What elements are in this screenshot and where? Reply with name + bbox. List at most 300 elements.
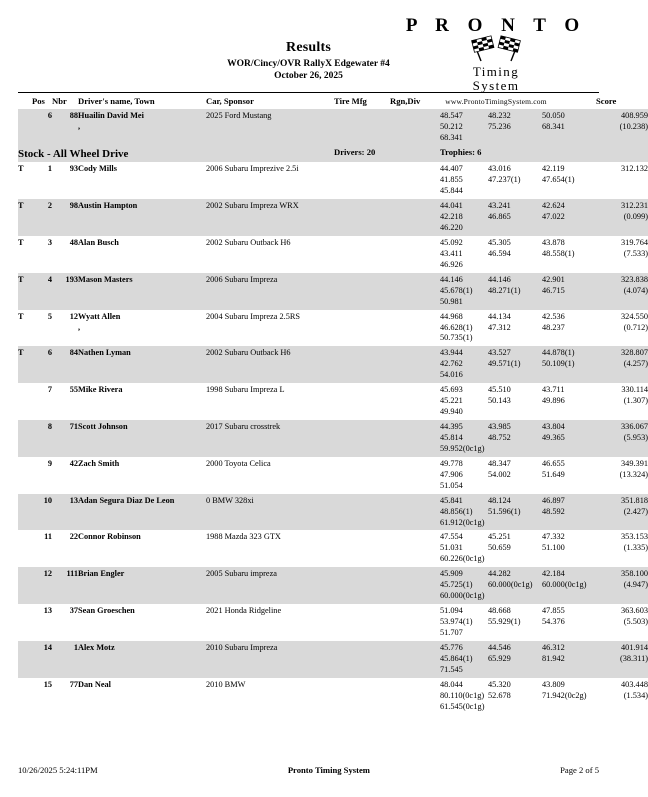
cell-car-number: 93 <box>69 164 78 174</box>
cell-tire <box>334 641 390 678</box>
cell-run-times-3 <box>542 457 596 494</box>
class-drivers-count: Drivers: 20 <box>334 146 440 163</box>
logo-tagline-system: System <box>472 78 520 94</box>
run-time: 75.236 <box>488 121 511 131</box>
score-value: 312.132 <box>621 164 648 174</box>
cell-driver-town: , <box>78 121 81 131</box>
cell-driver-name: Cody Mills <box>78 164 117 174</box>
run-time: 43.878 <box>542 237 565 247</box>
run-time: 46.312 <box>542 642 565 652</box>
run-time: 50.735(1) <box>440 333 473 343</box>
results-table <box>18 93 648 715</box>
cell-run-times-1 <box>440 109 488 146</box>
cell-car-number: 111 <box>52 567 78 604</box>
run-time: 52.678 <box>488 690 511 700</box>
cell-car: 2000 Toyota Celica <box>206 458 271 468</box>
cell-run-times-2 <box>488 567 542 604</box>
cell-car-number: 1 <box>52 641 78 678</box>
cell-car: 2002 Subaru Impreza WRX <box>206 199 334 236</box>
cell-run-times-2 <box>488 457 542 494</box>
run-time: 45.776 <box>440 642 463 652</box>
cell-tire <box>334 273 390 310</box>
run-time: 45.092 <box>440 237 463 247</box>
cell-car: 2006 Subaru Imprezive 2.5i <box>206 164 299 174</box>
score-difference: (0.099) <box>623 212 648 222</box>
run-time: 48.124 <box>488 495 511 505</box>
cell-position: 11 <box>44 532 52 542</box>
score-value: 319.764 <box>621 237 648 247</box>
cell-run-times-1 <box>440 530 488 567</box>
cell-run-times-3 <box>542 199 596 236</box>
run-time <box>488 518 542 529</box>
cell-run-times-2 <box>488 310 542 347</box>
run-time: 49.940 <box>440 407 463 417</box>
event-name: WOR/Cincy/OVR RallyX Edgewater #4 <box>227 59 390 69</box>
cell-run-times-3 <box>542 383 596 420</box>
table-row[interactable] <box>18 310 648 347</box>
table-row[interactable] <box>18 109 648 146</box>
run-time: 50.109(1) <box>542 359 575 369</box>
run-time: 51.100 <box>542 543 565 553</box>
cell-run-times-2 <box>488 420 542 457</box>
cell-car-number: 71 <box>52 420 78 457</box>
cell-driver-name: Alex Motz <box>78 641 206 678</box>
score-value: 324.550 <box>621 311 648 321</box>
cell-run-times-2 <box>488 109 542 146</box>
cell-run-times-1 <box>440 310 488 347</box>
run-time: 42.184 <box>542 569 565 579</box>
trophy-marker: T <box>18 346 32 383</box>
run-time: 49.571(1) <box>488 359 521 369</box>
cell-tire <box>334 494 390 531</box>
run-time: 49.365 <box>542 432 565 442</box>
run-time: 44.134 <box>488 311 511 321</box>
trophy-marker <box>18 457 32 494</box>
cell-region <box>390 273 440 310</box>
cell-run-times-2 <box>488 494 542 531</box>
run-time: 43.241 <box>488 201 511 211</box>
run-time: 59.952(0c1g) <box>440 443 485 453</box>
run-time: 53.974(1) <box>440 617 473 627</box>
run-time <box>542 133 596 144</box>
run-time: 55.929(1) <box>488 617 521 627</box>
cell-car-number: 98 <box>52 199 78 236</box>
score-difference: (10.238) <box>619 121 648 131</box>
run-time: 43.944 <box>440 348 463 358</box>
run-time <box>488 591 542 602</box>
cell-position: 9 <box>47 458 52 468</box>
table-row[interactable] <box>18 162 648 199</box>
class-name: Stock - All Wheel Drive <box>18 146 334 163</box>
run-time: 46.715 <box>542 285 565 295</box>
table-row[interactable] <box>18 420 648 457</box>
footer-system-name: Pronto Timing System <box>287 765 370 775</box>
cell-region <box>390 420 440 457</box>
cell-score <box>596 604 648 641</box>
cell-position: 15 <box>43 679 52 689</box>
cell-region <box>390 199 440 236</box>
cell-driver-name: Alan Busch <box>78 237 119 247</box>
run-time: 80.110(0c1g) <box>440 690 485 700</box>
run-time: 47.906 <box>440 469 463 479</box>
run-time: 44.407 <box>440 164 463 174</box>
run-time: 44.146 <box>488 274 511 284</box>
cell-driver-name: Sean Groeschen <box>78 606 135 616</box>
score-difference: (5.953) <box>623 432 648 442</box>
cell-car: 1988 Mazda 323 GTX <box>206 532 281 542</box>
run-time: 44.395 <box>440 422 463 432</box>
run-time: 43.809 <box>542 679 565 689</box>
run-time: 45.909 <box>440 569 463 579</box>
run-time: 44.146 <box>440 274 463 284</box>
cell-car-number: 55 <box>69 385 78 395</box>
class-header-row <box>18 146 648 163</box>
cell-region <box>390 457 440 494</box>
cell-tire <box>334 346 390 383</box>
cell-score <box>596 383 648 420</box>
run-time: 48.044 <box>440 679 463 689</box>
run-time: 48.237 <box>542 322 565 332</box>
table-row[interactable] <box>18 236 648 273</box>
run-time: 51.596(1) <box>488 506 521 516</box>
cell-score <box>596 567 648 604</box>
run-time: 46.655 <box>542 458 565 468</box>
score-value: 336.067 <box>621 422 648 432</box>
run-time <box>542 297 596 308</box>
cell-position: 8 <box>32 420 52 457</box>
score-difference: (38.311) <box>619 653 648 663</box>
col-pos: Pos <box>32 96 45 106</box>
run-time: 42.218 <box>440 212 463 222</box>
run-time: 43.411 <box>440 248 463 258</box>
run-time: 51.649 <box>542 469 565 479</box>
table-row[interactable] <box>18 604 648 641</box>
col-trophy <box>18 93 32 109</box>
cell-car: 2005 Subaru impreza <box>206 567 334 604</box>
run-time: 45.678(1) <box>440 285 473 295</box>
run-time: 47.022 <box>542 212 565 222</box>
score-difference: (4.074) <box>623 285 648 295</box>
cell-score <box>596 530 648 567</box>
run-time: 61.545(0c1g) <box>440 701 485 711</box>
score-difference: (1.307) <box>623 396 648 406</box>
run-time: 42.901 <box>542 274 565 284</box>
run-time: 44.546 <box>488 642 511 652</box>
run-time: 45.725(1) <box>440 580 473 590</box>
cell-score <box>596 273 648 310</box>
cell-position: 5 <box>47 311 52 321</box>
run-time <box>488 260 542 271</box>
run-time: 42.762 <box>440 359 463 369</box>
run-time: 46.897 <box>542 495 565 505</box>
cell-score <box>596 457 648 494</box>
run-time <box>488 444 542 455</box>
run-time: 45.510 <box>488 385 511 395</box>
cell-driver-name: Wyatt Allen , <box>78 310 206 347</box>
trophy-marker <box>18 530 32 567</box>
score-value: 353.153 <box>621 532 648 542</box>
cell-run-times-3 <box>542 530 596 567</box>
col-score: Score <box>596 96 617 106</box>
run-time: 60.000(0c1g) <box>440 591 485 601</box>
table-row[interactable] <box>18 346 648 383</box>
cell-region <box>390 310 440 347</box>
cell-car: 2010 Subaru Impreza <box>206 641 334 678</box>
table-row[interactable] <box>18 641 648 678</box>
trophy-marker <box>18 383 32 420</box>
trophy-marker <box>18 678 32 715</box>
run-time <box>542 444 596 455</box>
cell-position: 6 <box>32 346 52 383</box>
logo-url: www.ProntoTimingSystem.com <box>445 96 547 106</box>
score-difference: (0.712) <box>623 322 648 332</box>
cell-run-times-3 <box>542 494 596 531</box>
run-time: 48.752 <box>488 432 511 442</box>
cell-car: 2021 Honda Ridgeline <box>206 606 282 616</box>
score-value: 403.448 <box>621 679 648 689</box>
cell-region <box>390 109 440 146</box>
run-time: 50.981 <box>440 296 463 306</box>
run-time: 46.594 <box>488 248 511 258</box>
cell-run-times-3 <box>542 567 596 604</box>
cell-run-times-3 <box>542 273 596 310</box>
event-date: October 26, 2025 <box>274 71 343 81</box>
run-time: 44.878(1) <box>542 348 575 358</box>
cell-driver-name: Dan Neal <box>78 679 111 689</box>
cell-region <box>390 162 440 199</box>
score-difference: (4.257) <box>623 359 648 369</box>
col-tire: Tire Mfg <box>334 96 367 106</box>
cell-car-number: 77 <box>69 679 78 689</box>
trophy-marker <box>18 604 32 641</box>
trophy-marker <box>18 567 32 604</box>
score-value: 401.914 <box>621 642 648 652</box>
table-row[interactable] <box>18 494 648 531</box>
cell-run-times-3 <box>542 162 596 199</box>
table-row[interactable] <box>18 530 648 567</box>
cell-run-times-1 <box>440 641 488 678</box>
run-time: 54.002 <box>488 469 511 479</box>
score-difference: (4.947) <box>623 580 648 590</box>
cell-score <box>596 199 648 236</box>
cell-run-times-1 <box>440 678 488 715</box>
run-time: 60.226(0c1g) <box>440 554 485 564</box>
cell-car: 2002 Subaru Outback H6 <box>206 237 291 247</box>
run-time: 54.016 <box>440 370 463 380</box>
run-time <box>488 333 542 344</box>
run-time: 50.212 <box>440 121 463 131</box>
run-time: 60.000(0c1g) <box>488 580 533 590</box>
run-time <box>488 702 542 713</box>
table-row[interactable] <box>18 457 648 494</box>
cell-position: 12 <box>32 567 52 604</box>
cell-run-times-2 <box>488 273 542 310</box>
score-value: 351.818 <box>621 495 648 505</box>
trophy-marker: T <box>18 199 32 236</box>
run-time: 48.592 <box>542 506 565 516</box>
run-time: 42.119 <box>542 164 565 174</box>
cell-region <box>390 346 440 383</box>
cell-car: 2006 Subaru Impreza <box>206 273 334 310</box>
run-time <box>542 407 596 418</box>
trophy-marker <box>18 109 32 146</box>
run-time: 43.711 <box>542 385 565 395</box>
table-row[interactable] <box>18 199 648 236</box>
cell-region <box>390 383 440 420</box>
trophy-marker <box>18 420 32 457</box>
cell-driver-name: Zach Smith <box>78 458 120 468</box>
score-value: 330.114 <box>621 385 648 395</box>
run-time: 47.332 <box>542 532 565 542</box>
cell-run-times-3 <box>542 109 596 146</box>
cell-car-number: 88 <box>52 109 78 146</box>
cell-run-times-1 <box>440 567 488 604</box>
col-car: Car, Sponsor <box>206 96 254 106</box>
run-time: 48.232 <box>488 111 511 120</box>
run-time: 45.221 <box>440 396 463 406</box>
run-time: 50.050 <box>542 111 565 120</box>
run-time: 45.814 <box>440 432 463 442</box>
score-difference: (5.503) <box>623 617 648 627</box>
cell-tire <box>334 162 390 199</box>
cell-driver-name: Austin Hampton <box>78 199 206 236</box>
run-time <box>488 628 542 639</box>
run-time: 50.659 <box>488 543 511 553</box>
cell-run-times-3 <box>542 604 596 641</box>
run-time: 45.864(1) <box>440 653 473 663</box>
run-time: 61.912(0c1g) <box>440 517 485 527</box>
run-time: 71.545 <box>440 664 463 674</box>
run-time: 51.094 <box>440 606 463 616</box>
run-time: 48.856(1) <box>440 506 473 516</box>
run-time: 65.929 <box>488 653 511 663</box>
cell-run-times-1 <box>440 420 488 457</box>
run-time: 44.282 <box>488 569 511 579</box>
score-difference: (2.427) <box>623 506 648 516</box>
cell-car-number: 42 <box>69 458 78 468</box>
run-time <box>488 554 542 565</box>
cell-position: 14 <box>32 641 52 678</box>
run-time: 49.896 <box>542 396 565 406</box>
cell-score <box>596 641 648 678</box>
cell-run-times-3 <box>542 678 596 715</box>
cell-score <box>596 109 648 146</box>
cell-car: 0 BMW 328xi <box>206 494 334 531</box>
run-time: 51.054 <box>440 480 463 490</box>
run-time <box>488 481 542 492</box>
table-row[interactable] <box>18 567 648 604</box>
cell-car-number: 193 <box>52 273 78 310</box>
run-time <box>542 333 596 344</box>
cell-region <box>390 567 440 604</box>
cell-car-number: 22 <box>69 532 78 542</box>
cell-position: 2 <box>32 199 52 236</box>
cell-car-number: 13 <box>52 494 78 531</box>
cell-run-times-1 <box>440 162 488 199</box>
trophy-marker: T <box>18 237 24 247</box>
cell-score <box>596 346 648 383</box>
run-time: 43.527 <box>488 348 511 358</box>
checkered-flags-icon <box>401 38 591 64</box>
trophy-marker: T <box>18 311 24 321</box>
run-time: 45.693 <box>440 385 463 395</box>
run-time: 43.016 <box>488 164 511 174</box>
cell-position: 4 <box>32 273 52 310</box>
table-row[interactable] <box>18 678 648 715</box>
score-value: 358.100 <box>621 569 648 579</box>
cell-tire <box>334 199 390 236</box>
run-time: 47.855 <box>542 606 565 616</box>
run-time: 47.312 <box>488 322 511 332</box>
run-time: 45.841 <box>440 495 463 505</box>
run-time: 44.968 <box>440 311 463 321</box>
run-time: 48.547 <box>440 111 463 120</box>
pronto-logo <box>401 16 591 106</box>
cell-position: 13 <box>43 606 52 616</box>
run-time: 44.041 <box>440 201 463 211</box>
run-time <box>488 223 542 234</box>
logo-wordmark: P R O N T O <box>405 15 587 36</box>
cell-region <box>390 494 440 531</box>
cell-region <box>390 678 440 715</box>
cell-run-times-3 <box>542 420 596 457</box>
run-time: 47.237(1) <box>488 175 521 185</box>
run-time: 71.942(0c2g) <box>542 690 587 700</box>
cell-car: 2002 Subaru Outback H6 <box>206 346 334 383</box>
cell-tire <box>334 567 390 604</box>
run-time: 49.778 <box>440 458 463 468</box>
cell-driver-name: Connor Robinson <box>78 532 141 542</box>
cell-tire <box>334 383 390 420</box>
page-footer <box>18 765 599 775</box>
cell-region <box>390 530 440 567</box>
run-time: 45.844 <box>440 186 463 196</box>
run-time <box>542 370 596 381</box>
table-row[interactable] <box>18 273 648 310</box>
run-time <box>542 665 596 676</box>
run-time: 47.554 <box>440 532 463 542</box>
cell-region <box>390 604 440 641</box>
cell-driver-name: Nathen Lyman <box>78 346 206 383</box>
cell-run-times-1 <box>440 346 488 383</box>
cell-position: 7 <box>47 385 52 395</box>
cell-run-times-1 <box>440 604 488 641</box>
run-time <box>488 297 542 308</box>
score-value: 349.391 <box>621 458 648 468</box>
cell-tire <box>334 109 390 146</box>
run-time: 68.341 <box>440 132 463 142</box>
run-time: 47.654(1) <box>542 175 575 185</box>
run-time <box>488 370 542 381</box>
trophy-marker <box>18 641 32 678</box>
run-time <box>542 702 596 713</box>
cell-region <box>390 641 440 678</box>
table-row[interactable] <box>18 383 648 420</box>
cell-score <box>596 162 648 199</box>
cell-tire <box>334 236 390 273</box>
score-value: 323.838 <box>621 274 648 284</box>
cell-run-times-3 <box>542 236 596 273</box>
col-rgn: Rgn,Div <box>390 96 421 106</box>
run-time: 48.271(1) <box>488 285 521 295</box>
cell-driver-name: Huailin David Mei , <box>78 109 206 146</box>
cell-run-times-1 <box>440 236 488 273</box>
run-time: 68.341 <box>542 121 565 131</box>
run-time: 48.668 <box>488 606 511 616</box>
run-time: 46.628(1) <box>440 322 473 332</box>
cell-tire <box>334 310 390 347</box>
cell-car: 2017 Subaru crosstrek <box>206 420 334 457</box>
